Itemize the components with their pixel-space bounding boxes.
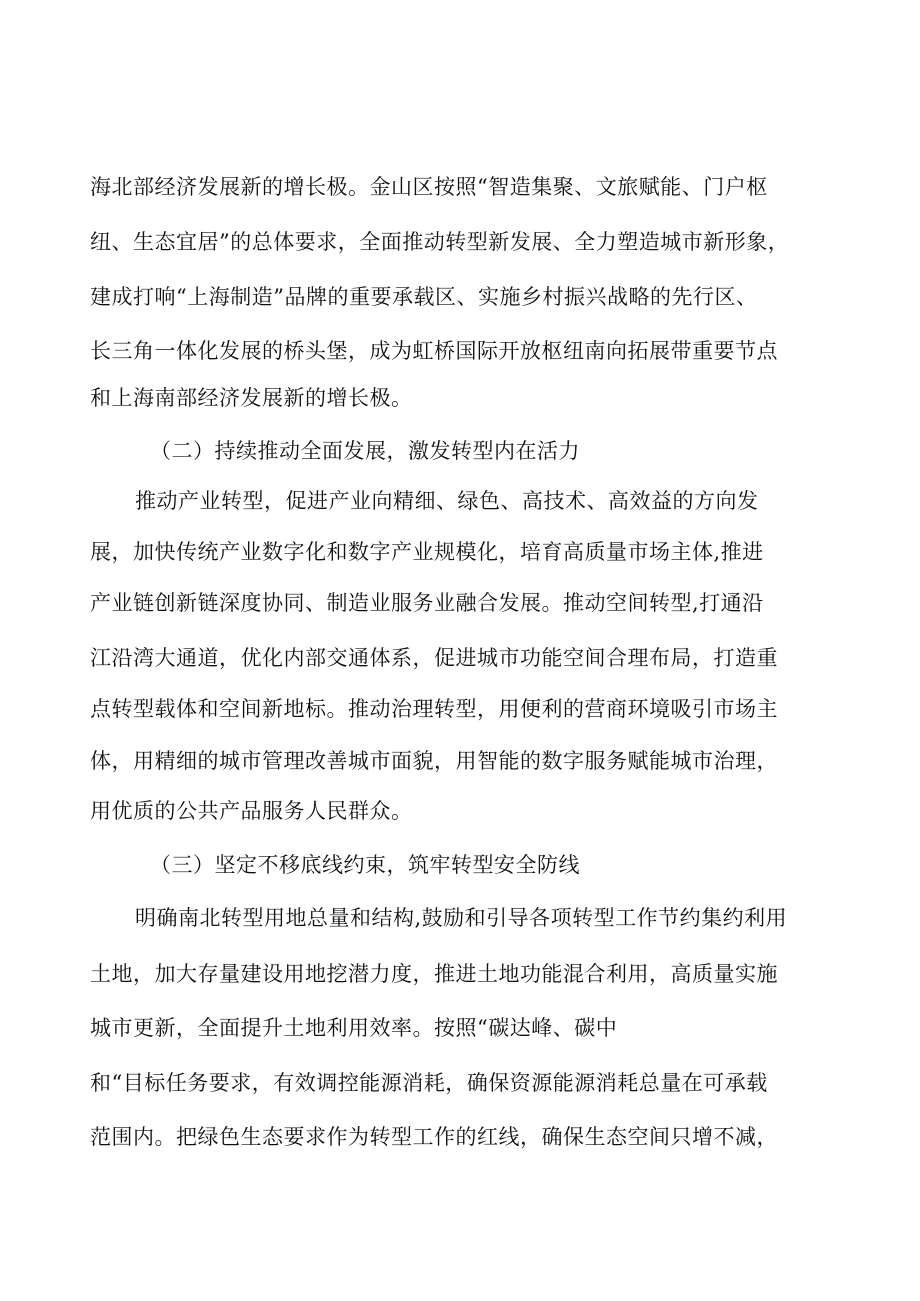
paragraph-line: 和“目标任务要求，有效调控能源消耗，确保资源能源消耗总量在可承载 (90, 1071, 768, 1095)
paragraph-line: 展，加快传统产业数字化和数字产业规模化，培育高质量市场主体,推进 (90, 540, 764, 564)
paragraph-line: 推动产业转型，促进产业向精细、绿色、高技术、高效益的方向发 (135, 489, 759, 513)
paragraph-line: 明确南北转型用地总量和结构,鼓励和引导各项转型工作节约集约利用 (135, 906, 788, 930)
paragraph-line: 范围内。把绿色生态要求作为转型工作的红线，确保生态空间只增不减， (90, 1125, 778, 1149)
paragraph-line: 江沿湾大通道，优化内部交通体系，促进城市功能空间合理布局，打造重 (90, 646, 778, 670)
section-heading: （三）坚定不移底线约束，筑牢转型安全防线 (150, 853, 580, 877)
paragraph-line: 长三角一体化发展的桥头堡，成为虹桥国际开放枢纽南向拓展带重要节点 (90, 339, 778, 363)
paragraph-line: 城市更新，全面提升土地利用效率。按照“碳达峰、碳中 (90, 1016, 618, 1040)
paragraph-line: 纽、生态宜居”的总体要求，全面推动转型新发展、全力塑造城市新形象， (90, 230, 790, 254)
paragraph-line: 和上海南部经济发展新的增长极。 (90, 386, 413, 410)
paragraph-line: 产业链创新链深度协同、制造业服务业融合发展。推动空间转型,打通沿 (90, 591, 764, 615)
paragraph-line: 海北部经济发展新的增长极。金山区按照“智造集聚、文旅赋能、门户枢 (90, 175, 768, 199)
paragraph-line: 建成打响“上海制造”品牌的重要承载区、实施乡村振兴战略的先行区、 (90, 285, 758, 309)
paragraph-line: 点转型载体和空间新地标。推动治理转型，用便利的营商环境吸引市场主 (90, 697, 778, 721)
paragraph-line: 体，用精细的城市管理改善城市面貌，用智能的数字服务赋能城市治理， (90, 749, 778, 773)
paragraph-line: 土地，加大存量建设用地挖潜力度，推进土地功能混合利用，高质量实施 (90, 962, 778, 986)
paragraph-line: 用优质的公共产品服务人民群众。 (90, 799, 413, 823)
section-heading: （二）持续推动全面发展，激发转型内在活力 (150, 439, 580, 463)
